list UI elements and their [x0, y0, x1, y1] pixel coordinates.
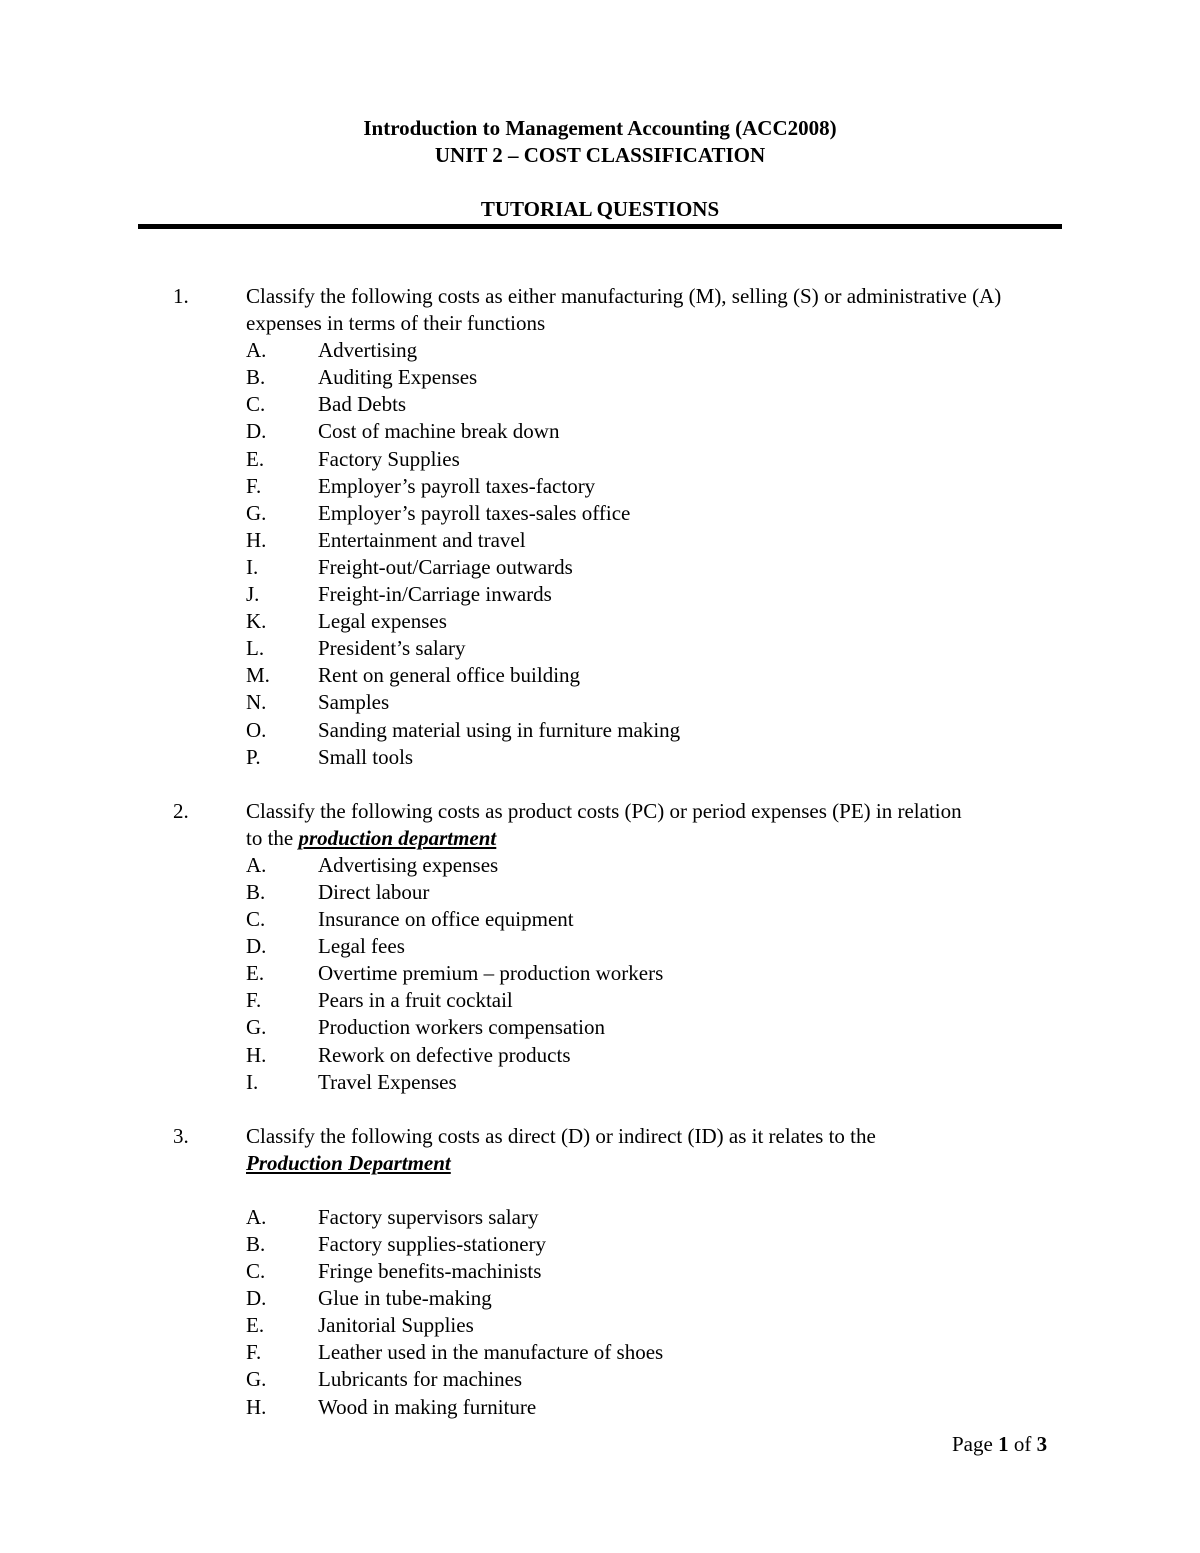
item-text: Janitorial Supplies [318, 1313, 474, 1338]
item-letter: D. [246, 934, 267, 959]
header-divider [138, 224, 1062, 229]
list-item [0, 1366, 1200, 1393]
list-item [0, 527, 1200, 554]
list-item [0, 1312, 1200, 1339]
question-text-continued: expenses in terms of their functions [246, 311, 546, 336]
item-letter: F. [246, 1340, 262, 1365]
item-text: Factory supervisors salary [318, 1204, 539, 1229]
page-word: Page [952, 1432, 993, 1456]
item-text: Factory supplies-stationery [318, 1232, 547, 1256]
item-text: Employer’s payroll taxes-factory [318, 473, 596, 498]
item-letter: G. [246, 1015, 267, 1040]
item-letter: F. [246, 473, 262, 498]
question-2-items [0, 852, 1200, 1096]
list-item [0, 391, 1200, 418]
list-item [0, 1014, 1200, 1041]
question-number: 1. [173, 284, 189, 308]
item-text: Bad Debts [318, 392, 407, 417]
list-item [0, 1394, 1200, 1421]
item-text: Advertising [318, 338, 418, 363]
item-letter: I. [246, 554, 259, 579]
item-text: Glue in tube-making [318, 1286, 492, 1311]
list-item [0, 1339, 1200, 1366]
list-item [0, 554, 1200, 581]
department-emphasis: production department [298, 825, 497, 850]
item-letter: E. [246, 1313, 265, 1338]
item-text: Wood in making furniture [318, 1394, 537, 1419]
section-title: TUTORIAL QUESTIONS [480, 197, 720, 221]
list-item [0, 581, 1200, 608]
item-letter: B. [246, 365, 266, 390]
list-item [0, 987, 1200, 1014]
list-item [0, 1285, 1200, 1312]
list-item [0, 689, 1200, 716]
item-text: Leather used in the manufacture of shoes [318, 1340, 664, 1365]
item-letter: P. [246, 744, 261, 769]
item-letter: H. [246, 527, 267, 552]
question-3 [0, 1123, 1200, 1421]
question-text: Classify the following costs as either manufacturing (M), selling (S) or administrative (A) [246, 284, 1002, 308]
item-text: Small tools [318, 744, 414, 769]
item-letter: D. [246, 1286, 267, 1311]
item-letter: C. [246, 392, 266, 417]
list-item [0, 717, 1200, 744]
item-letter: C. [246, 907, 266, 932]
item-letter: G. [246, 500, 267, 525]
course-title: Introduction to Management Accounting (ACC2008) [363, 116, 837, 140]
item-letter: L. [246, 636, 265, 661]
question-number: 2. [173, 798, 189, 823]
item-letter: G. [246, 1367, 267, 1392]
list-item [0, 662, 1200, 689]
item-letter: O. [246, 717, 267, 742]
list-item [0, 879, 1200, 906]
item-letter: D. [246, 419, 267, 444]
list-item [0, 1069, 1200, 1096]
page-number [952, 1430, 1047, 1458]
list-item [0, 852, 1200, 879]
item-letter: I. [246, 1069, 259, 1094]
question-1-items [0, 337, 1200, 771]
item-text: Direct labour [318, 879, 430, 904]
item-text: Overtime premium – production workers [318, 961, 664, 986]
list-item [0, 960, 1200, 987]
item-letter: A. [246, 852, 267, 877]
item-text: Samples [318, 690, 390, 715]
item-letter: B. [246, 1232, 266, 1256]
item-text: Freight-out/Carriage outwards [318, 554, 573, 579]
question-2 [0, 798, 1200, 1096]
item-letter: F. [246, 988, 262, 1013]
item-text: Legal fees [318, 934, 405, 959]
item-text: Travel Expenses [318, 1069, 457, 1094]
list-item [0, 608, 1200, 635]
item-text: President’s salary [318, 636, 466, 661]
department-emphasis: Production Department [246, 1150, 451, 1175]
list-item [0, 473, 1200, 500]
item-text: Sanding material using in furniture making [318, 717, 681, 742]
list-item [0, 364, 1200, 391]
list-item [0, 906, 1200, 933]
list-item [0, 744, 1200, 771]
item-text: Auditing Expenses [318, 365, 478, 390]
item-text: Pears in a fruit cocktail [318, 988, 513, 1013]
item-text: Entertainment and travel [318, 527, 526, 552]
list-item [0, 446, 1200, 473]
list-item [0, 1231, 1200, 1258]
item-text: Insurance on office equipment [318, 907, 574, 932]
unit-title: UNIT 2 – COST CLASSIFICATION [434, 143, 766, 167]
item-letter: H. [246, 1042, 267, 1067]
question-text: Classify the following costs as product costs (PC) or period expenses (PE) in relation [246, 798, 962, 823]
list-item [0, 500, 1200, 527]
list-item [0, 635, 1200, 662]
item-letter: N. [246, 690, 267, 715]
item-text: Factory Supplies [318, 446, 460, 471]
item-text: Employer’s payroll taxes-sales office [318, 500, 631, 525]
item-letter: H. [246, 1394, 267, 1419]
item-letter: K. [246, 609, 267, 634]
item-text: Lubricants for machines [318, 1367, 523, 1392]
item-letter: M. [246, 663, 270, 688]
list-item [0, 933, 1200, 960]
item-text: Advertising expenses [318, 852, 499, 877]
item-text: Production workers compensation [318, 1015, 605, 1040]
list-item [0, 1042, 1200, 1069]
current-page: 1 [998, 1432, 1009, 1456]
item-text: Fringe benefits-machinists [318, 1259, 542, 1284]
item-letter: J. [246, 582, 260, 607]
of-word: of [1013, 1432, 1032, 1456]
item-letter: B. [246, 879, 266, 904]
item-text: Cost of machine break down [318, 419, 560, 444]
question-number: 3. [173, 1123, 189, 1148]
total-pages: 3 [1036, 1432, 1048, 1456]
question-3-items [0, 1204, 1200, 1421]
item-letter: E. [246, 961, 265, 986]
question-text-continued: to the [246, 825, 299, 850]
item-letter: A. [246, 1204, 267, 1229]
list-item [0, 1258, 1200, 1285]
question-text: Classify the following costs as direct (D) or indirect (ID) as it relates to the [246, 1123, 876, 1148]
list-item [0, 418, 1200, 445]
document-body [0, 283, 1200, 1421]
item-letter: A. [246, 338, 267, 363]
item-letter: E. [246, 446, 265, 471]
item-text: Rework on defective products [318, 1042, 571, 1067]
item-letter: C. [246, 1259, 266, 1284]
list-item [0, 1204, 1200, 1231]
item-text: Rent on general office building [318, 663, 581, 688]
item-text: Freight-in/Carriage inwards [318, 582, 552, 607]
item-text: Legal expenses [318, 609, 447, 634]
question-1 [0, 283, 1200, 771]
list-item [0, 337, 1200, 364]
